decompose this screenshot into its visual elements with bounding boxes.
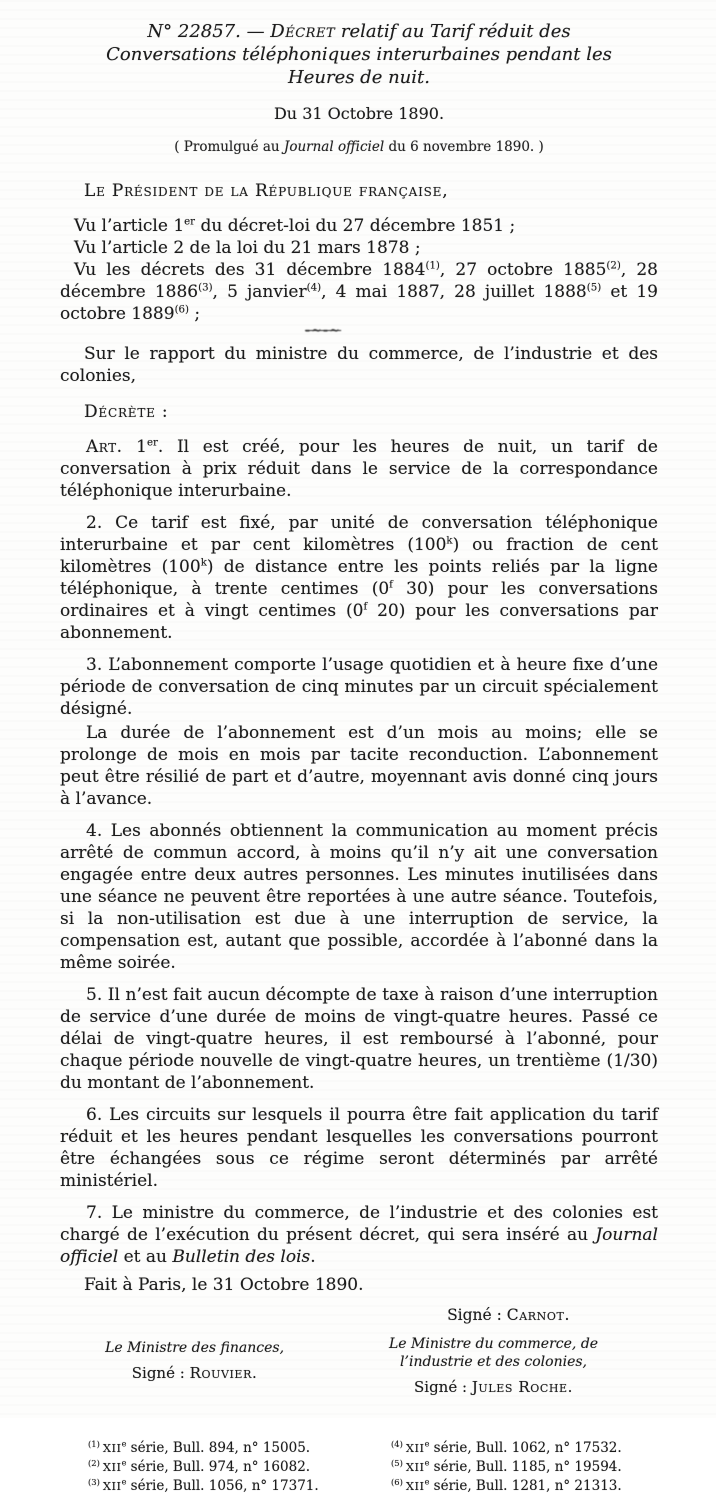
visa-1851-rest: du décret-loi du 27 décembre 1851 ; xyxy=(195,216,516,236)
article-2-t1: 2. Ce tarif est fixé, par unité de conversation téléphonique interurbaine et par cent kilomètres (100 xyxy=(60,513,658,555)
article-2 xyxy=(60,512,658,644)
footnote-3-sup: e xyxy=(121,1476,127,1487)
visa-decrets-t2: , 27 octobre 1885 xyxy=(439,260,607,280)
bulletin-des-lois-ref: Bulletin des lois xyxy=(172,1247,311,1267)
footnote-3-text: série, Bull. 1056, n° 17371. xyxy=(126,1478,319,1494)
article-2-t4: 30) pour les conversations ordinaires et à vingt centimes (0 xyxy=(60,579,658,621)
signe-label: Signé : xyxy=(414,1378,472,1396)
footnote-1 xyxy=(88,1439,359,1458)
footnote-2 xyxy=(88,1458,359,1477)
footnote-ref-6: (6) xyxy=(174,304,189,316)
article-2-t3: ) de distance entre les points reliés par la ligne téléphonique, à trente centimes (0 xyxy=(60,557,658,599)
km-superscript-1: k xyxy=(446,535,453,547)
finance-minister-name: Rouvier. xyxy=(189,1364,258,1382)
article-7 xyxy=(60,1202,658,1268)
promulgation-note xyxy=(60,139,658,156)
article-1-label: Art. xyxy=(86,437,123,457)
footnote-1-marker: (1) xyxy=(88,1438,100,1449)
article-7-t1: 7. Le ministre du commerce, de l’industrie et des colonies est chargé de l’exécution du présent décret, qui sera inséré au xyxy=(60,1203,658,1245)
article-1 xyxy=(60,436,658,502)
footnote-2-series: XII xyxy=(102,1460,122,1474)
article-1-ordinal: er xyxy=(147,437,158,449)
decree-word: Décret xyxy=(270,21,336,42)
decree-title-rest: relatif au Tarif réduit des Conversations téléphoniques interurbaines pendant les Heures de nuit. xyxy=(106,21,612,88)
finance-minister-title: Le Ministre des finances, xyxy=(105,1340,285,1356)
article-5: 5. Il n’est fait aucun décompte de taxe à raison d’une interruption de service d’une durée de moins de vingt-quatre heures. Passé ce délai de vingt-quatre heures, il est remboursé à l’abonné, pour chaque période nouvelle de vingt-quatre heures, un trentième (1/30) du montant de l’abonnement. xyxy=(60,985,658,1093)
signe-label: Signé : xyxy=(447,1306,507,1324)
visa-decrets-t6: et 19 octobre 1889 xyxy=(60,282,658,324)
promulgation-open: ( Promulgué au xyxy=(174,139,284,155)
article-3-continuation: La durée de l’abonnement est d’un mois au moins; elle se prolonge de mois en mois par tacite reconduction. L’abonnement peut être résilié de part et d’autre, moyennant avis donné cinq jours à l’avance. xyxy=(60,723,658,809)
footnotes-right-column xyxy=(359,1439,658,1496)
footnote-3-series: XII xyxy=(102,1479,122,1493)
president-name: Carnot. xyxy=(506,1306,570,1324)
visa-decrets-t4: , 5 janvier xyxy=(212,282,307,302)
footnote-2-sup: e xyxy=(121,1457,127,1468)
article-7-t2: et au xyxy=(118,1247,173,1267)
visa-decrets-t5: , 4 mai 1887, 28 juillet 1888 xyxy=(321,282,587,302)
footnote-3-marker: (3) xyxy=(88,1476,100,1487)
franc-superscript-1: f xyxy=(389,579,393,591)
footnote-5-text: série, Bull. 1185, n° 19594. xyxy=(429,1459,622,1475)
footnote-ref-5: (5) xyxy=(586,282,602,294)
article-6: 6. Les circuits sur lesquels il pourra être fait application du tarif réduit et les heures pendant lesquelles les conversations pourront être échangées sous ce régime seront déterminés par arrêté ministériel. xyxy=(60,1105,658,1191)
footnote-2-marker: (2) xyxy=(88,1457,100,1468)
footnote-6-series: XII xyxy=(405,1479,425,1493)
ministers-signature-block xyxy=(60,1335,658,1397)
article-2-t2: ) ou fraction de cent kilomètres (100 xyxy=(60,535,658,577)
footnote-5-marker: (5) xyxy=(391,1457,403,1468)
footnote-1-series: XII xyxy=(102,1441,122,1455)
footnote-5-sup: e xyxy=(424,1457,430,1468)
signature-commerce-minister xyxy=(329,1335,658,1397)
visa-loi-1878: Vu l’article 2 de la loi du 21 mars 1878 ; xyxy=(74,238,421,258)
print-artifact: -~-~ xyxy=(305,323,342,337)
visa-decrets-t1: Vu les décrets des 31 décembre 1884 xyxy=(74,260,426,280)
commerce-minister-signature xyxy=(329,1378,658,1397)
footnote-1-text: série, Bull. 894, n° 15005. xyxy=(126,1440,311,1456)
footnote-4-text: série, Bull. 1062, n° 17532. xyxy=(429,1440,622,1456)
article-1-num: 1 xyxy=(122,437,147,457)
footnotes-left-column xyxy=(60,1439,359,1496)
footnote-6-marker: (6) xyxy=(391,1476,403,1487)
visa-decrets-t3: , 28 décembre 1886 xyxy=(60,260,658,302)
article-3: 3. L’abonnement comporte l’usage quotidien et à heure fixe d’une période de conversation de cinq minutes par un circuit spécialement désigné. xyxy=(60,655,658,719)
franc-superscript-2: f xyxy=(363,601,368,613)
footnote-4-series: XII xyxy=(405,1441,425,1455)
place-date-line: Fait à Paris, le 31 Octobre 1890. xyxy=(84,1275,364,1295)
promulgation-close: du 6 novembre 1890. ) xyxy=(384,139,544,155)
footnote-ref-2: (2) xyxy=(606,260,621,272)
footnote-4-sup: e xyxy=(424,1438,430,1449)
footnote-ref-1: (1) xyxy=(425,260,440,272)
footnote-6-sup: e xyxy=(424,1476,430,1487)
ordinal-er: er xyxy=(184,216,196,228)
footnote-3 xyxy=(88,1477,359,1496)
signe-label: Signé : xyxy=(131,1364,190,1382)
article-7-t3: . xyxy=(310,1247,316,1267)
footnote-4-marker: (4) xyxy=(391,1438,403,1449)
signature-carnot xyxy=(60,1305,658,1325)
article-2-t5: 20) pour les conversations par abonnement. xyxy=(60,601,659,643)
footnote-ref-3: (3) xyxy=(198,282,213,294)
footnote-ref-4: (4) xyxy=(306,282,322,294)
footnote-6 xyxy=(391,1477,658,1496)
decree-date: Du 31 Octobre 1890. xyxy=(273,104,445,123)
footnote-6-text: série, Bull. 1281, n° 21313. xyxy=(429,1478,622,1494)
commerce-minister-name: Jules Roche. xyxy=(471,1378,574,1396)
journal-officiel-italic: Journal officiel xyxy=(283,139,385,155)
visa-article-1851 xyxy=(60,215,658,237)
footnote-2-text: série, Bull. 974, n° 16082. xyxy=(126,1459,311,1475)
report-line: Sur le rapport du ministre du commerce, de l’industrie et des colonies, xyxy=(60,344,658,386)
article-1-text: . Il est créé, pour les heures de nuit, un tarif de conversation à prix réduit dans le service de la correspondance téléphonique interurbaine. xyxy=(60,437,658,501)
journal-officiel-ref: Journal officiel xyxy=(60,1225,658,1267)
president-line: Le Président de la République française, xyxy=(84,181,449,201)
footnote-5 xyxy=(391,1458,658,1477)
visa-decrets-t7: ; xyxy=(189,304,201,324)
finance-minister-signature xyxy=(60,1364,329,1383)
decree-number: N° 22857. — xyxy=(147,21,271,42)
footnote-5-series: XII xyxy=(405,1460,425,1474)
visa-decrets xyxy=(60,259,658,325)
footnotes xyxy=(60,1439,658,1496)
decree-title xyxy=(60,20,658,89)
km-superscript-2: k xyxy=(200,557,207,569)
signature-finance-minister xyxy=(60,1335,329,1383)
decrete-line: Décrète : xyxy=(84,402,169,422)
visa-1851-text: Vu l’article 1 xyxy=(74,216,185,236)
article-4: 4. Les abonnés obtiennent la communication au moment précis arrêté de commun accord, à moins qu’il n’y ait une conversation engagée entre deux autres personnes. Les minutes inutilisées dans une séance ne peuvent être reportées à une autre séance. Toutefois, si la non-utilisation est due à une interruption de service, la compensation est, autant que possible, accordée à l’abonné dans la même soirée. xyxy=(60,821,658,973)
commerce-minister-title: Le Ministre du commerce, de l’industrie et des colonies, xyxy=(388,1336,599,1370)
footnote-1-sup: e xyxy=(121,1438,127,1449)
footnote-4 xyxy=(391,1439,658,1458)
